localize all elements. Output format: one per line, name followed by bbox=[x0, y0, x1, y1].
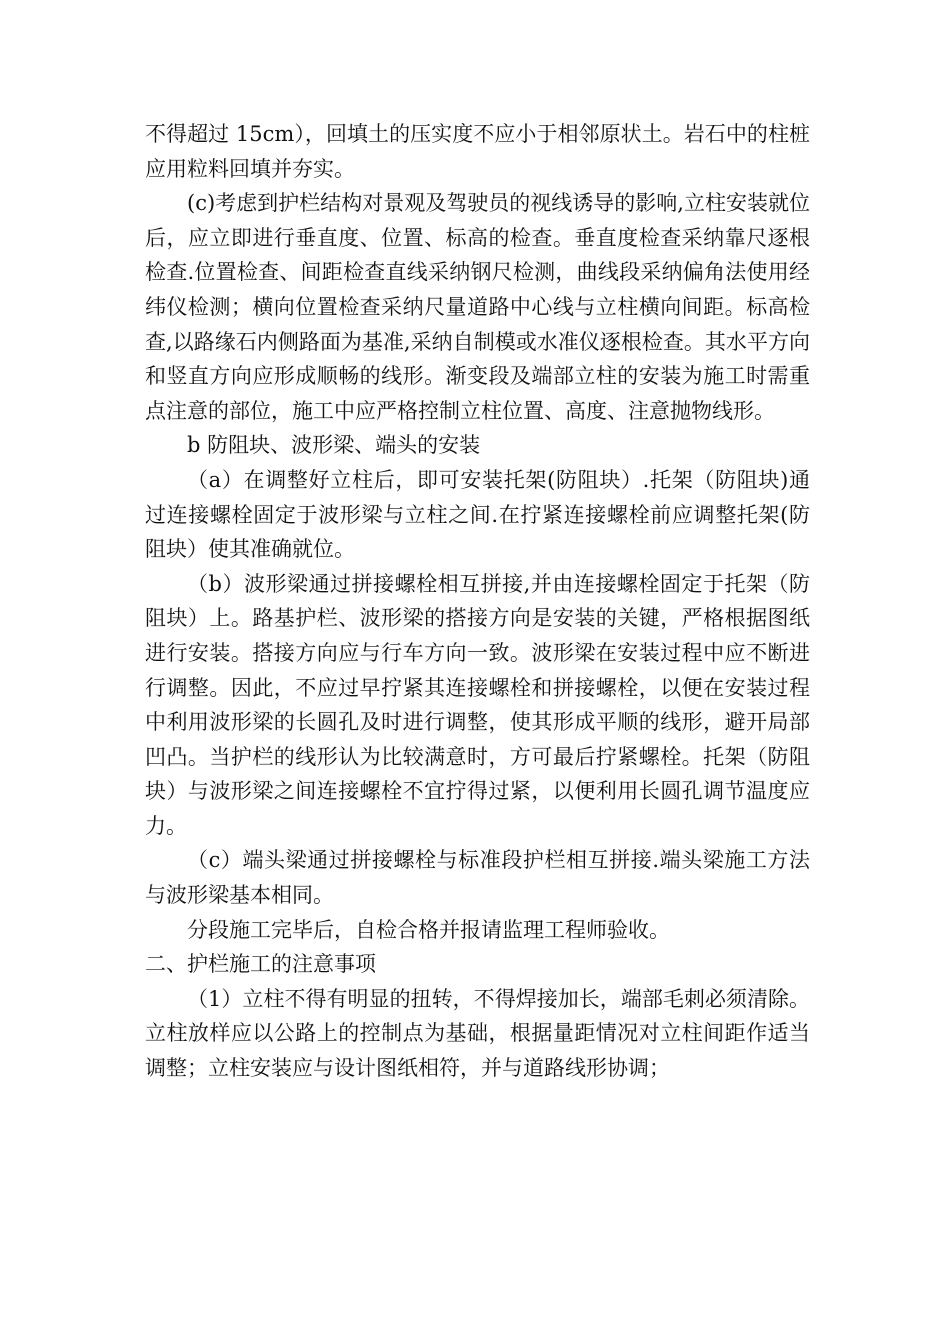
paragraph-post-inspection: (c)考虑到护栏结构对景观及驾驶员的视线诱导的影响,立柱安装就位后，应立即进行垂直度、位置、标高的检查。垂直度检查采纳靠尺逐根检查.位置检查、间距检查直线采纳钢尺检测，曲线段采纳偏角法使用经纬仪检测；横向位置检查采纳尺量道路中心线与立柱横向间距。标高检查,以路缘石内侧路面为基准,采纳自制模或水准仪逐根检查。其水平方向和竖直方向应形成顺畅的线形。渐变段及端部立柱的安装为施工时需重点注意的部位，施工中应严格控制立柱位置、高度、注意抛物线形。 bbox=[145, 191, 810, 423]
paragraph-acceptance: 分段施工完毕后，自检合格并报请监理工程师验收。 bbox=[187, 917, 670, 942]
paragraph-precaution-1: （1）立柱不得有明显的扭转，不得焊接加长，端部毛刺必须清除。立柱放样应以公路上的控制点为基础，根据量距情况对立柱间距作适当调整；立柱安装应与设计图纸相符，并与道路线形协调； bbox=[145, 986, 810, 1081]
paragraph-backfill: 不得超过 15cm），回填土的压实度不应小于相邻原状土。岩石中的柱桩应用粒料回填并夯实。 bbox=[145, 122, 810, 181]
paragraph-bracket-installation: （a）在调整好立柱后，即可安装托架(防阻块）.托架（防阻块)通过连接螺栓固定于波形梁与立柱之间.在拧紧连接螺栓前应调整托架(防阻块）使其准确就位。 bbox=[145, 467, 810, 562]
paragraph-end-beam: （c）端头梁通过拼接螺栓与标准段护栏相互拼接.端头梁施工方法与波形梁基本相同。 bbox=[145, 848, 810, 908]
subheading-block-beam-end-installation: b 防阻块、波形梁、端头的安装 bbox=[187, 433, 481, 458]
section-heading-precautions: 二、护栏施工的注意事项 bbox=[145, 952, 376, 977]
document-body bbox=[145, 117, 810, 1086]
paragraph-wave-beam-splicing: （b）波形梁通过拼接螺栓相互拼接,并由连接螺栓固定于托架（防阻块）上。路基护栏、波形梁的搭接方向是安装的关键，严格根据图纸进行安装。搭接方向应与行车方向一致。波形梁在安装过程中应不断进行调整。因此，不应过早拧紧其连接螺栓和拼接螺栓，以便在安装过程中利用波形梁的长圆孔及时进行调整，使其形成平顺的线形，避开局部凹凸。当护栏的线形认为比较满意时，方可最后拧紧螺栓。托架（防阻块）与波形梁之间连接螺栓不宜拧得过紧，以便利用长圆孔调节温度应力。 bbox=[145, 571, 810, 838]
